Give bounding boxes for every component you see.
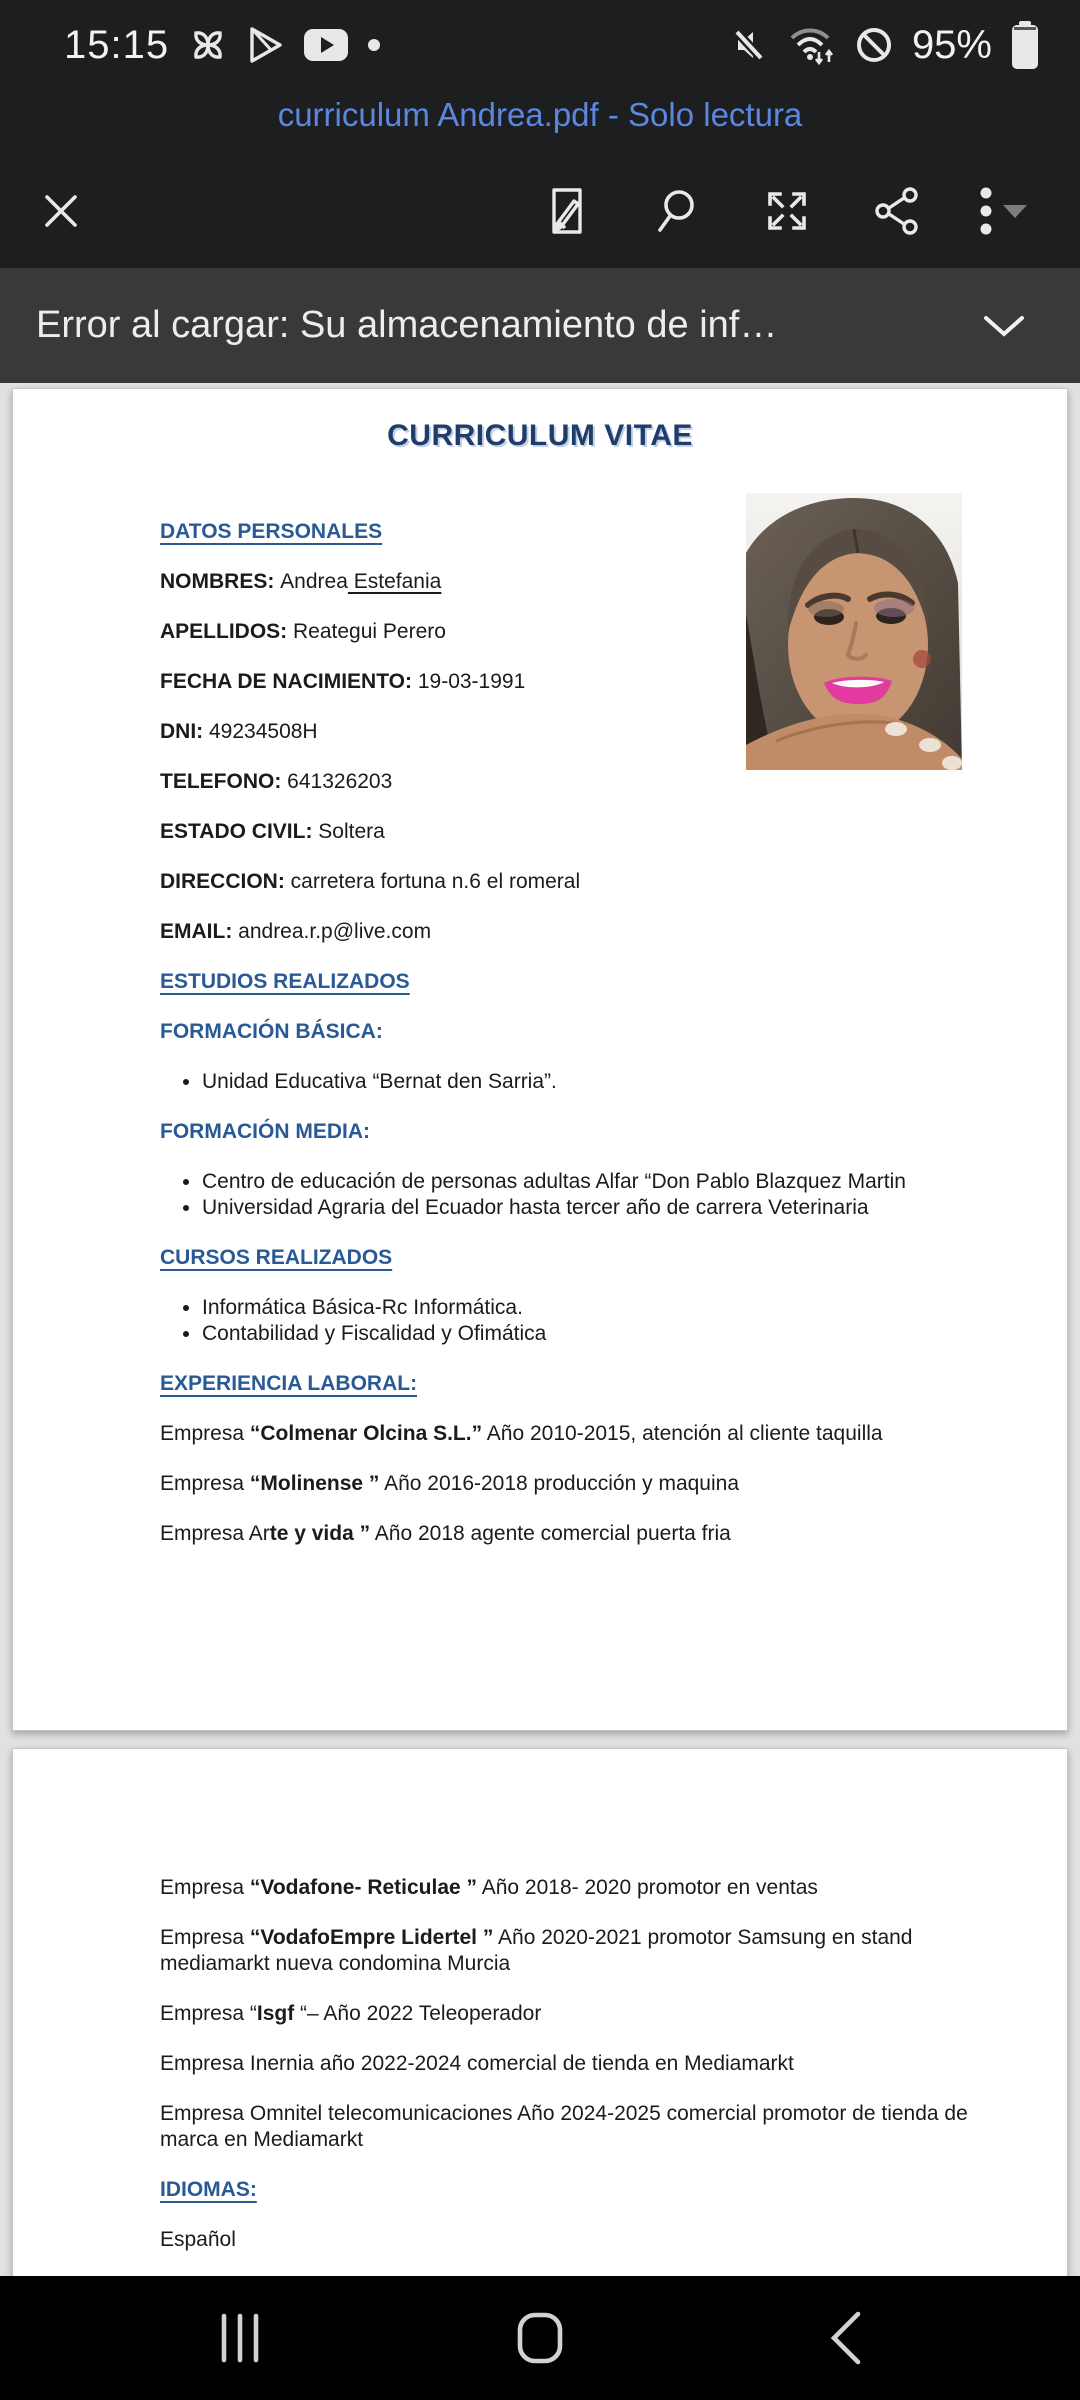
navigation-bar [0,2276,1080,2400]
formacion-basica-list [160,1069,1037,1095]
search-button[interactable] [650,184,704,238]
more-options-button[interactable] [980,184,1038,238]
file-title: curriculum Andrea.pdf - Solo lectura [277,96,803,133]
section-datos-personales: DATOS PERSONALES [160,520,383,543]
section-experiencia: EXPERIENCIA LABORAL: [160,1372,418,1395]
experience-entry: Empresa “Vodafone- Reticulae ” Año 2018- 2020 promotor en ventas [160,1876,818,1899]
list-item: • Centro de educación de personas adultas Alfar “Don Pablo Blazquez Martin [202,1169,934,1195]
error-banner[interactable] [0,268,1080,383]
toolbar-actions [540,184,1038,238]
field-direccion: DIRECCION: carretera fortuna n.6 el romeral [160,870,581,893]
list-item: • Informática Básica-Rc Informática. [202,1295,934,1321]
cv-title: CURRICULUM VITAE [387,419,693,452]
wifi-arrows-icon [788,24,836,66]
recents-button[interactable] [180,2276,300,2400]
experience-entry: Empresa Omnitel telecomunicaciones Año 2024-2025 comercial promotor de tienda de marca en Mediamarkt [160,2102,968,2151]
experience-entry: Empresa Inernia año 2022-2024 comercial de tienda en Mediamarkt [160,2052,794,2075]
field-fecha-nacimiento: FECHA DE NACIMIENTO: 19-03-1991 [160,670,526,693]
experience-entry: Empresa “Colmenar Olcina S.L.” Año 2010-2015, atención al cliente taquilla [160,1422,883,1445]
fullscreen-button[interactable] [760,184,814,238]
cv-photo [746,493,962,770]
sign-edit-button[interactable] [540,184,594,238]
share-button[interactable] [870,184,924,238]
section-estudios: ESTUDIOS REALIZADOS [160,970,410,993]
field-email: EMAIL: andrea.r.p@live.com [160,920,432,943]
pdf-page-1 [12,388,1068,1731]
field-nombres: NOMBRES: Andrea Estefania [160,570,442,593]
mute-icon [730,25,770,65]
clock: 15:15 [64,22,170,67]
error-banner-message: Error al cargar: Su almacenamiento de inf… [36,304,778,346]
notification-dot [367,38,381,52]
pdf-toolbar [0,158,1080,264]
field-apellidos: APELLIDOS: Reategui Perero [160,620,446,643]
status-left [64,23,381,68]
experience-entry: Empresa “VodafoEmpre Lidertel ” Año 2020-2021 promotor Samsung en stand mediamarkt nueva condomina Murcia [160,1926,913,1975]
field-estado-civil: ESTADO CIVIL: Soltera [160,820,385,843]
field-dni: DNI: 49234508H [160,720,318,743]
chevron-down-icon[interactable] [980,312,1028,345]
status-right [730,20,1040,70]
section-cursos: CURSOS REALIZADOS [160,1246,393,1269]
status-bar [0,0,1080,90]
experience-entry: Empresa “Isgf “– Año 2022 Teleoperador [160,2002,542,2025]
list-item: • Contabilidad y Fiscalidad y Ofimática [202,1321,934,1347]
section-formacion-basica: FORMACIÓN BÁSICA: [160,1020,383,1043]
section-idiomas: IDIOMAS: [160,2178,257,2201]
youtube-icon [303,28,349,62]
pdf-page-2 [12,1748,1068,2276]
field-telefono: TELEFONO: 641326203 [160,770,393,793]
battery-icon [1010,20,1040,70]
experience-entry: Empresa “Molinense ” Año 2016-2018 producción y maquina [160,1472,740,1495]
experience-entry: Empresa Arte y vida ” Año 2018 agente comercial puerta fria [160,1522,731,1545]
back-button[interactable] [786,2276,906,2400]
cursos-list [160,1295,1037,1347]
formacion-media-list [160,1169,1037,1221]
play-store-icon [247,25,285,65]
interruption-mode-icon [854,25,894,65]
home-button[interactable] [480,2276,600,2400]
idioma-item: Español [160,2228,236,2251]
list-item: • Unidad Educativa “Bernat den Sarria”. [202,1069,934,1095]
pinwheel-icon [187,24,229,66]
list-item: • Universidad Agraria del Ecuador hasta tercer año de carrera Veterinaria [202,1195,934,1221]
battery-percent: 95% [911,22,992,67]
close-button[interactable] [38,188,84,234]
pdf-viewer[interactable] [0,383,1080,2276]
section-formacion-media: FORMACIÓN MEDIA: [160,1120,370,1143]
